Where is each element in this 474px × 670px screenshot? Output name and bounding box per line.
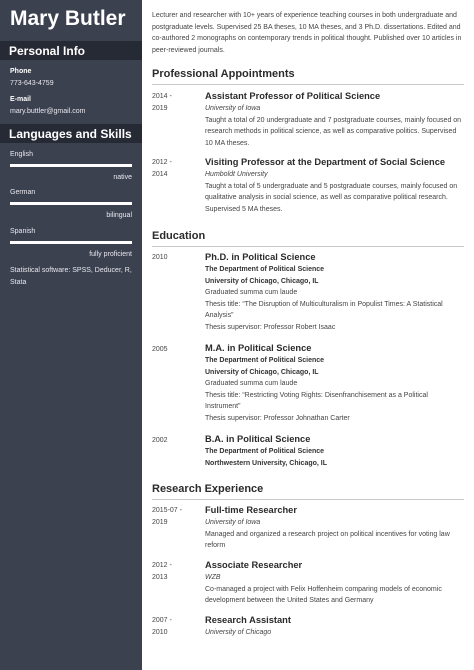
- personal-info-heading: Personal Info: [0, 41, 142, 60]
- entry-date: 2014 - 2019: [152, 93, 172, 112]
- entry-title: Full-time Researcher: [205, 505, 297, 515]
- honors: Graduated summa cum laude: [205, 289, 298, 296]
- education-entry: [205, 342, 465, 424]
- entry-description: Taught a total of 20 undergraduate and 7 postgraduate courses, mainly focused on research methods in political science, as well as comparative politics. Supervised 10 MA theses.: [205, 116, 462, 147]
- entry-title: Research Assistant: [205, 615, 291, 625]
- education-entry: [205, 251, 465, 333]
- language-level-bar: [10, 164, 132, 167]
- language-level: bilingual: [106, 212, 132, 219]
- language-level: native: [113, 174, 132, 181]
- section-title-research: Research Experience: [152, 483, 264, 495]
- language-level-bar: [10, 241, 132, 244]
- education-entry: [205, 433, 465, 469]
- appointment-entry: [205, 156, 465, 215]
- thesis-title: Thesis title: “Restricting Voting Rights: Disenfranchisement as a Political Instrument”: [205, 391, 428, 410]
- entry-description: Taught a total of 5 undergraduate and 5 postgraduate courses, mainly focused on qualitative analysis in social science, as well as comparative political research. Supervised 5 MA theses.: [205, 182, 458, 213]
- thesis-supervisor: Thesis supervisor: Professor Robert Isaac: [205, 323, 336, 331]
- email-label: E-mail: [10, 96, 32, 103]
- profile-summary: Lecturer and researcher with 10+ years of experience teaching courses in both undergraduate and postgraduate levels. Supervised 25 BA theses, 10 MA theses, and 3 Ph.D. dissertations. Edited and co-authored 2 monographs on contemporary trends in political thought. Published over 10 articles in peer-reviewed journals.: [152, 12, 462, 54]
- sidebar: [0, 0, 142, 670]
- entry-title: Associate Researcher: [205, 560, 303, 570]
- appointment-entry: [205, 90, 465, 149]
- department: The Department of Political Science: [205, 357, 325, 364]
- language-level: fully proficient: [89, 251, 132, 258]
- section-title-appointments: Professional Appointments: [152, 68, 295, 80]
- language-name: English: [10, 151, 33, 158]
- department: The Department of Political Science: [205, 266, 325, 273]
- entry-date: 2010: [152, 254, 168, 261]
- entry-date: 2012 - 2014: [152, 159, 172, 178]
- entry-title: Visiting Professor at the Department of Social Science: [205, 157, 446, 167]
- research-entry: [205, 559, 465, 607]
- entry-title: Assistant Professor of Political Science: [205, 91, 381, 101]
- department: The Department of Political Science: [205, 448, 325, 455]
- degree-title: M.A. in Political Science: [205, 343, 312, 353]
- language-level-bar: [10, 202, 132, 205]
- honors: Graduated summa cum laude: [205, 380, 298, 387]
- entry-date: 2015-07 - 2019: [152, 507, 182, 526]
- section-divider: [152, 84, 464, 85]
- section-divider: [152, 246, 464, 247]
- skills-text: Statistical software: SPSS, Deducer, R, Stata: [10, 267, 132, 286]
- entry-date: 2007 - 2010: [152, 617, 172, 636]
- section-title-education: Education: [152, 230, 206, 242]
- degree-title: Ph.D. in Political Science: [205, 252, 316, 262]
- research-entry: [205, 504, 465, 552]
- degree-title: B.A. in Political Science: [205, 434, 311, 444]
- thesis-title: Thesis title: “The Disruption of Multiculturalism in Populist Times: A Statistical Analysis”: [205, 300, 443, 319]
- entry-organization: University of Chicago: [205, 629, 272, 636]
- language-name: Spanish: [10, 228, 36, 235]
- school: University of Chicago, Chicago, IL: [205, 277, 319, 285]
- phone-label: Phone: [10, 68, 32, 75]
- email-value: mary.buttler@gmail.com: [10, 108, 86, 115]
- entry-description: Co-managed a project with Felix Hoffenheim comparing models of economic development between the United States and Germany: [205, 585, 442, 604]
- entry-date: 2012 - 2013: [152, 562, 172, 581]
- research-entry: [205, 614, 465, 639]
- entry-date: 2002: [152, 437, 168, 444]
- entry-organization: WZB: [205, 574, 221, 581]
- entry-date: 2005: [152, 346, 168, 353]
- school: University of Chicago, Chicago, IL: [205, 368, 319, 376]
- entry-description: Managed and organized a research project on political incentives for voting law reform: [205, 530, 450, 549]
- thesis-supervisor: Thesis supervisor: Professor Johnathan Carter: [205, 414, 350, 422]
- entry-organization: University of Iowa: [205, 519, 261, 526]
- school: Northwestern University, Chicago, IL: [205, 459, 328, 467]
- section-divider: [152, 499, 464, 500]
- languages-heading: Languages and Skills: [0, 124, 142, 143]
- language-name: German: [10, 189, 36, 196]
- person-name: Mary Butler: [10, 7, 126, 30]
- main-content: [142, 0, 474, 670]
- entry-organization: Humboldt University: [205, 171, 268, 178]
- phone-value: 773-643-4759: [10, 80, 54, 87]
- entry-organization: University of Iowa: [205, 105, 261, 112]
